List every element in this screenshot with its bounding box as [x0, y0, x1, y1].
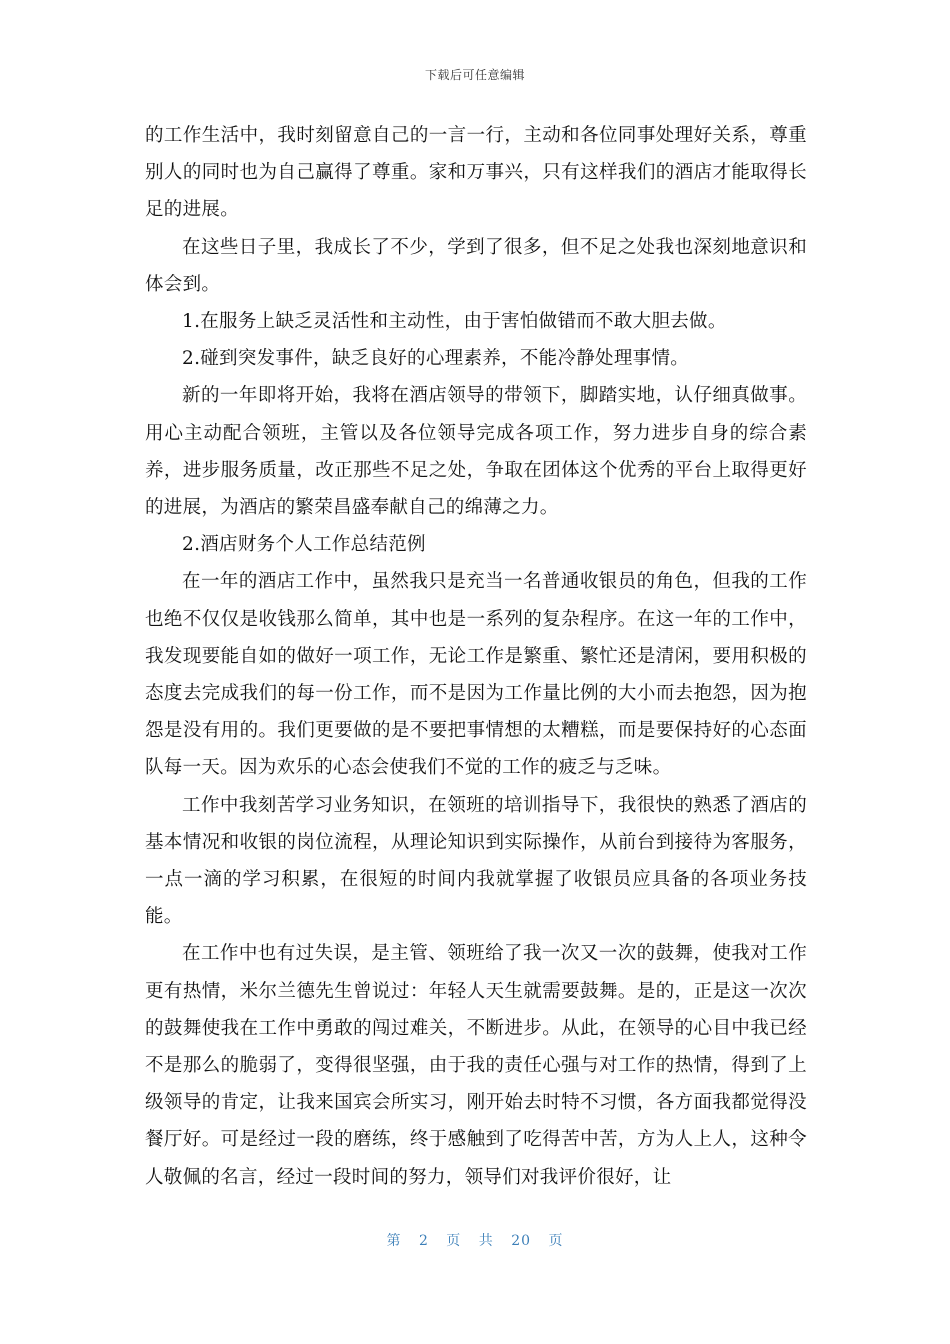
paragraph: 在这些日子里，我成长了不少，学到了很多，但不足之处我也深刻地意识和体会到。 [145, 236, 807, 295]
paragraph: 在工作中也有过失误，是主管、领班给了我一次又一次的鼓舞，使我对工作更有热情，米尔兰德先生曾说过：年轻人天生就需要鼓舞。是的，正是这一次次的鼓舞使我在工作中勇敢的闯过难关，不断进步。从此，在领导的心目中我已经不是那么的脆弱了，变得很坚强，由于我的责任心强与对工作的热情，得到了上级领导的肯定，让我来国宾会所实习，刚开始去时特不习惯，各方面我都觉得没餐厅好。可是经过一段的磨练，终于感触到了吃得苦中苦，方为人上人，这种令人敬佩的名言，经过一段时间的努力，领导们对我评价很好，让 [145, 943, 807, 1188]
list-item: 2.碰到突发事件，缺乏良好的心理素养，不能冷静处理事情。 [182, 348, 690, 370]
page-header: 下载后可任意编辑 [424, 68, 525, 82]
section-heading: 2.酒店财务个人工作总结范例 [182, 534, 426, 556]
paragraph: 新的一年即将开始，我将在酒店领导的带领下，脚踏实地，认仔细真做事。用心主动配合领班，主管以及各位领导完成各项工作，努力进步自身的综合素养，进步服务质量，改正那些不足之处，争取在团体这个优秀的平台上取得更好的进展，为酒店的繁荣昌盛奉献自己的绵薄之力。 [145, 385, 807, 519]
paragraph-continued: 的工作生活中，我时刻留意自己的一言一行，主动和各位同事处理好关系，尊重别人的同时也为自己赢得了尊重。家和万事兴，只有这样我们的酒店才能取得长足的进展。 [145, 125, 807, 221]
list-item: 1.在服务上缺乏灵活性和主动性，由于害怕做错而不敢大胆去做。 [182, 311, 727, 333]
page-footer: 第 2 页 共 20 页 [386, 1233, 564, 1249]
paragraph: 在一年的酒店工作中，虽然我只是充当一名普通收银员的角色，但我的工作也绝不仅仅是收钱那么简单，其中也是一系列的复杂程序。在这一年的工作中，我发现要能自如的做好一项工作，无论工作是繁重、繁忙还是清闲，要用积极的态度去完成我们的每一份工作，而不是因为工作量比例的大小而去抱怨，因为抱怨是没有用的。我们更要做的是不要把事情想的太糟糕，而是要保持好的心态面队每一天。因为欢乐的心态会使我们不觉的工作的疲乏与乏味。 [145, 571, 807, 779]
paragraph: 工作中我刻苦学习业务知识，在领班的培训指导下，我很快的熟悉了酒店的基本情况和收银的岗位流程，从理论知识到实际操作，从前台到接待为客服务，一点一滴的学习积累，在很短的时间内我就掌握了收银员应具备的各项业务技能。 [145, 794, 807, 928]
document-body [145, 117, 807, 1196]
